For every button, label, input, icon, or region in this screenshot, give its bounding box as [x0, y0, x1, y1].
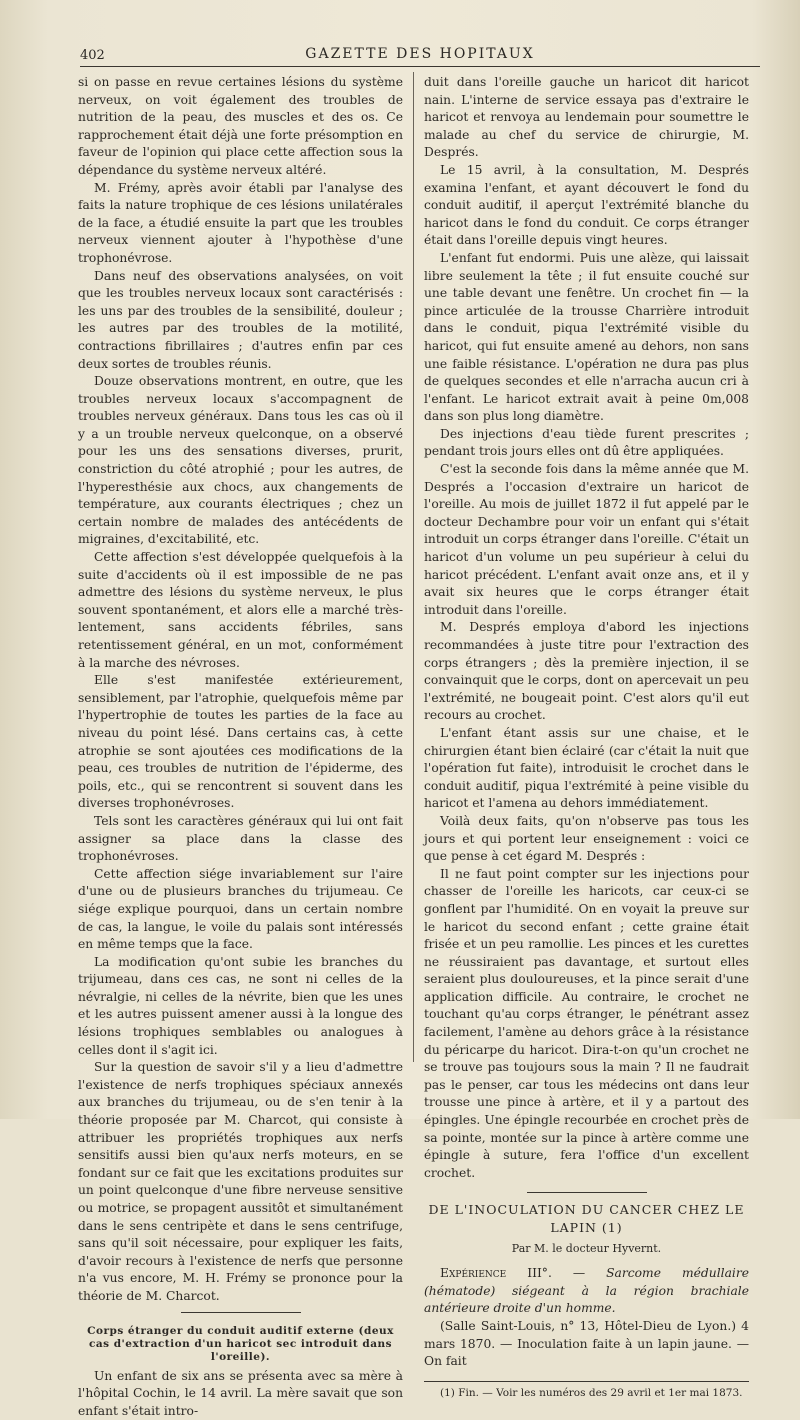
paragraph: Cette affection s'est développée quelquefois à la suite d'accidents où il est impossible de ne pas admettre des lésions du système nerveux, le plus souvent spontanément, et alors elle a marché très-lentement, sans accidents fébriles, sans retentissement général, en un mot, conformément à la marche des névroses. [78, 550, 403, 670]
paragraph: Douze observations montrent, en outre, que les troubles nerveux locaux s'accompagnent de troubles nerveux généraux. Dans tous les cas où il y a un trouble nerveux quelconque, on a observé pour les uns des sensations diverses, prurit, constriction du côté atrophié ; pour les autres, de l'hyperesthésie aux chocs, aux changements de température, aux courants électriques ; chez un certain nombre de malades des antécédents de migraines, d'excitabilité, etc. [78, 374, 403, 547]
paragraph: L'enfant étant assis sur une chaise, et le chirurgien étant bien éclairé (car c'était la nuit que l'opération fut faite), introduisit le crochet dans le conduit auditif, piqua l'extrémité à peine visible du haricot et l'amena au dehors immédiatement. [424, 725, 749, 811]
paragraph: L'enfant fut endormi. Puis une alèze, qui laissait libre seulement la tête ; il fut ensuite couché sur une table devant une fenêtre. Un crochet fin — la pince articulée de la trousse Charrière introduit dans le conduit, piqua l'extrémité visible du haricot, qui fut ensuite amené au dehors, non sans une faible résistance. L'opération ne dura pas plus de quelques secondes et elle n'arracha aucun cri à l'enfant. Le haricot extrait avait à peine 0m,008 dans son plus long diamètre. [424, 250, 749, 424]
publication-title: GAZETTE DES HOPITAUX [305, 46, 535, 62]
article-byline: Par M. le docteur Hyvernt. [511, 1241, 662, 1255]
paragraph: Elle s'est manifestée extérieurement, sensiblement, par l'atrophie, quelquefois même par l'hypertrophie de toutes les parties de la face au niveau du point lésé. Dans certains cas, à cette atrophie se sont ajoutées ces modifications de la peau, ces troubles de nutrition de l'épiderme, des poils, etc., qui se rencontrent si souvent dans les diverses trophonévroses. [78, 673, 403, 811]
section-subheading: Corps étranger du conduit auditif externe (deux cas d'extraction d'un haricot sec introduit dans l'oreille). [87, 1324, 394, 1363]
paragraph: Voilà deux faits, qu'on n'observe pas tous les jours et qui portent leur enseignement : voici ce que pense à cet égard M. Després : [424, 813, 749, 864]
paragraph: Des injections d'eau tiède furent prescrites ; pendant trois jours elles ont dû être appliquées. [424, 426, 749, 459]
column-divider [413, 72, 414, 1062]
paragraph: Cette affection siége invariablement sur l'aire d'une ou de plusieurs branches du trijumeau. Ce siége explique pourquoi, dans un certain nombre de cas, la langue, le voile du palais sont intéressés en même temps que la face. [78, 866, 403, 952]
footnote-rule [424, 1381, 749, 1382]
paragraph: duit dans l'oreille gauche un haricot dit haricot nain. L'interne de service essaya pas d'extraire le haricot et renvoya au lendemain pour soumettre le malade au chef du service de chirurgie, M. Després. [424, 75, 749, 160]
paragraph: Tels sont les caractères généraux qui lui ont fait assigner sa place dans la classe des trophonévroses. [78, 813, 403, 864]
paragraph: M. Frémy, après avoir établi par l'analyse des faits la nature trophique de ces lésions unilatérales de la face, a étudié ensuite la part que les troubles nerveux viennent ajouter à l'hypothèse d'une trophonévrose. [78, 180, 403, 265]
page-number: 402 [80, 48, 105, 63]
paragraph: Sur la question de savoir s'il y a lieu d'admettre l'existence de nerfs trophiques spéciaux annexés aux branches du trijumeau, ou de s'en tenir à la théorie proposée par M. Charcot, qui consiste à attribuer les propriétés trophiques aux nerfs sensitifs aussi bien qu'aux nerfs moteurs, en se fondant sur ce fait que les excitations produites sur un point quelconque d'une fibre nerveuse sensitive ou motrice, se propagent aussitôt et simultanément dans le sens centripète et dans le sens centrifuge, sans qu'il soit nécessaire, pour expliquer les faits, d'avoir recours à l'existence de nerfs que personne n'a vus encore, M. H. Frémy se prononce pour la théorie de M. Charcot. [78, 1060, 403, 1303]
footnote: (1) Fin. — Voir les numéros des 29 avril et 1er mai 1873. [440, 1386, 743, 1399]
page-header [80, 44, 760, 68]
paragraph: Le 15 avril, à la consultation, M. Després examina l'enfant, et ayant découvert le fond du conduit auditif, il aperçut l'extrémité blanche du haricot dans le fond du conduit. Ce corps étranger était dans l'oreille depuis vingt heures. [424, 162, 749, 248]
section-rule [181, 1312, 301, 1313]
paragraph: Il ne faut point compter sur les injections pour chasser de l'oreille les haricots, car ceux-ci se gonflent par l'humidité. On en voyait la preuve sur le haricot du second enfant ; cette graine était frisée et un peu ramollie. Les pinces et les curettes ne réussiraient pas davantage, et surtout elles seraient plus douloureuses, et la pince serait d'une application difficile. Au contraire, le crochet ne touchant qu'au corps étranger, le pénétrant assez facilement, l'amène au dehors grâce à la résistance du péricarpe du haricot. Dira-t-on qu'un crochet ne se trouve pas toujours sous la main ? Il ne faudrait pas le penser, car tous les médecins ont dans leur trousse une pince à artère, et il y a partout des épingles. Une épingle recourbée en crochet près de sa pointe, montée sur la pince à artère comme une épingle à suture, fera l'office d'un excellent crochet. [424, 866, 749, 1180]
paragraph: Un enfant de six ans se présenta avec sa mère à l'hôpital Cochin, le 14 avril. La mère savait que son enfant s'était intro- [78, 1368, 403, 1418]
article-title: DE L'INOCULATION DU CANCER CHEZ LE LAPIN (1) [428, 1202, 745, 1235]
right-column [424, 74, 749, 1400]
experiment-text: (Salle Saint-Louis, n° 13, Hôtel-Dieu de Lyon.) 4 mars 1870. — Inoculation faite à un lapin jaune. — On fait [424, 1318, 749, 1369]
paragraph: La modification qu'ont subie les branches du trijumeau, dans ces cas, ne sont ni celles de la névralgie, ni celles de la névrite, bien que les unes et les autres puissent amener aussi à la longue des lésions trophiques semblables ou analogues à celles dont il s'agit ici. [78, 954, 403, 1057]
experiment-title: Sarcome médullaire (hématode) siégeant à la région brachiale antérieure droite d'un homme. [424, 1266, 749, 1316]
left-column [78, 74, 403, 1420]
experiment-heading: Expérience III°. — Sarcome médullaire (hématode) siégeant à la région brachiale antérieure droite d'un homme. [424, 1266, 749, 1316]
experiment-label: Expérience III°. [440, 1266, 552, 1281]
paragraph: M. Després employa d'abord les injections recommandées à juste titre pour l'extraction des corps étrangers ; dès la première injection, il se convainquit que le corps, dont on apercevait un peu l'extrémité, ne bougeait point. C'est alors qu'il eut recours au crochet. [424, 620, 749, 723]
paragraph: si on passe en revue certaines lésions du système nerveux, on voit également des troubles de nutrition de la peau, des muscles et des os. Ce rapprochement était déjà une forte présomption en faveur de l'opinion qui place cette affection sous la dépendance du système nerveux altéré. [78, 75, 403, 177]
header-rule [80, 66, 760, 67]
paragraph: Dans neuf des observations analysées, on voit que les troubles nerveux locaux sont caractérisés : les uns par des troubles de la sensibilité, douleur ; les autres par des troubles de la motilité, contractions fibrillaires ; d'autres enfin par ces deux sortes de troubles réunis. [78, 268, 403, 371]
article-separator [527, 1192, 647, 1193]
paragraph: C'est la seconde fois dans la même année que M. Després a l'occasion d'extraire un haricot de l'oreille. Au mois de juillet 1872 il fut appelé par le docteur Dechambre pour voir un enfant qui s'était introduit un corps étranger dans l'oreille. C'était un haricot d'un volume un peu supérieur à celui du haricot précédent. L'enfant avait onze ans, et il y avait six heures que le corps étranger était introduit dans l'oreille. [424, 462, 749, 617]
